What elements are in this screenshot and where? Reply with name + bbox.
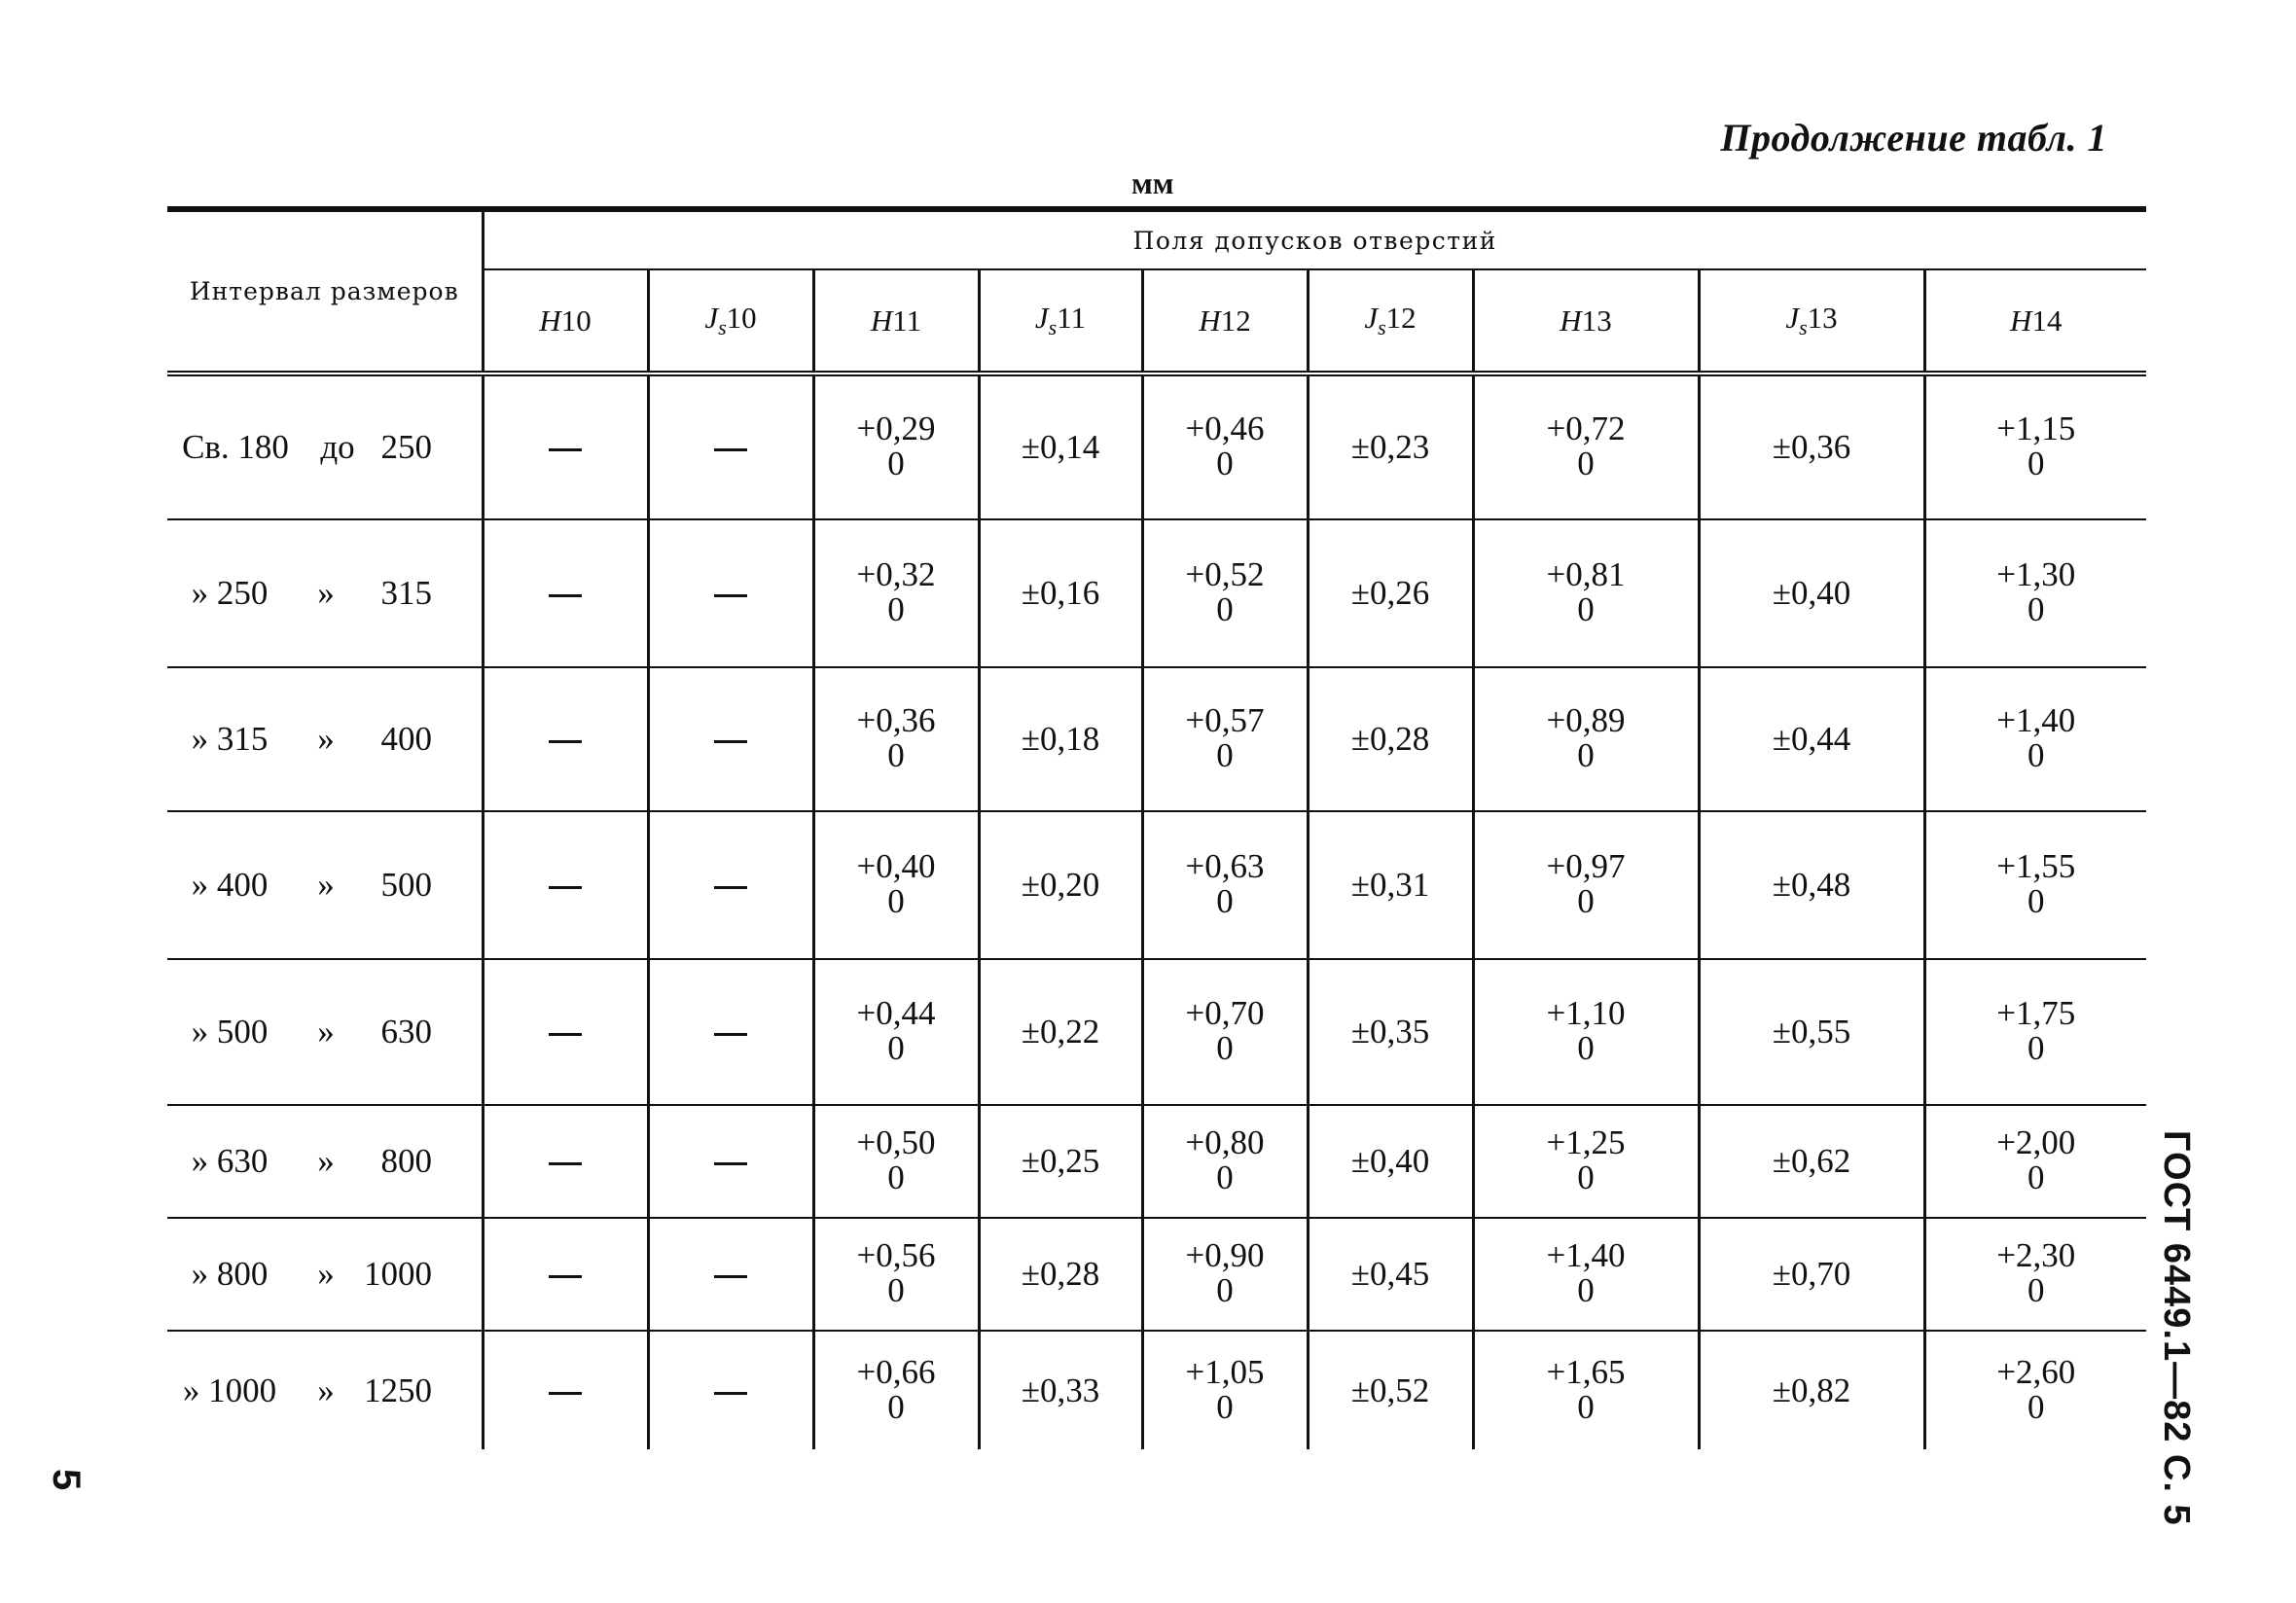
interval-to-word: » bbox=[317, 1013, 335, 1051]
js12-value: ±0,23 bbox=[1350, 428, 1430, 466]
field-number: 12 bbox=[1220, 303, 1251, 338]
h13-upper: +1,25 bbox=[1546, 1123, 1626, 1161]
h13-cell bbox=[1473, 667, 1699, 811]
h12-upper: +1,05 bbox=[1185, 1352, 1265, 1391]
standard-reference: ГОСТ 6449.1—82 С. 5 bbox=[2156, 1130, 2197, 1526]
table-row bbox=[167, 1218, 2146, 1331]
h11-deviation bbox=[857, 703, 936, 773]
h11-upper: +0,44 bbox=[856, 994, 936, 1032]
field-letter: H bbox=[1199, 303, 1221, 338]
h14-deviation bbox=[1996, 1352, 2076, 1426]
field-letter: J bbox=[1034, 300, 1049, 335]
h14-upper: +1,15 bbox=[1996, 410, 2076, 447]
field-header-js12 bbox=[1308, 269, 1473, 374]
interval-range bbox=[167, 1255, 432, 1294]
tolerance-table bbox=[167, 206, 2146, 1449]
h12-deviation bbox=[1186, 703, 1265, 773]
h14-upper: +2,60 bbox=[1996, 1352, 2076, 1391]
h12-lower: 0 bbox=[1216, 590, 1234, 628]
h12-deviation bbox=[1186, 1125, 1265, 1195]
field-subscript: s bbox=[718, 315, 727, 340]
h13-deviation bbox=[1547, 411, 1626, 481]
dash-mark bbox=[714, 1033, 747, 1036]
js12-cell bbox=[1308, 1218, 1473, 1331]
h11-upper: +0,40 bbox=[856, 847, 936, 885]
field-number: 13 bbox=[1807, 300, 1838, 335]
js10-cell bbox=[648, 1331, 813, 1449]
h13-lower: 0 bbox=[1577, 736, 1595, 774]
h13-cell bbox=[1473, 1218, 1699, 1331]
h13-deviation bbox=[1547, 703, 1626, 773]
interval-to-word: » bbox=[317, 1371, 335, 1409]
field-header-js10 bbox=[648, 269, 813, 374]
interval-range bbox=[167, 1371, 432, 1410]
js13-cell bbox=[1699, 959, 1924, 1105]
h12-lower: 0 bbox=[1216, 1029, 1234, 1067]
h10-cell bbox=[483, 374, 648, 519]
h10-cell bbox=[483, 811, 648, 959]
h11-cell bbox=[813, 811, 979, 959]
h12-cell bbox=[1142, 1105, 1308, 1218]
interval-range bbox=[167, 428, 432, 467]
interval-cell bbox=[167, 1331, 483, 1449]
field-subscript: s bbox=[1048, 315, 1058, 340]
js11-cell bbox=[979, 811, 1142, 959]
h12-upper: +0,52 bbox=[1185, 555, 1265, 593]
js12-cell bbox=[1308, 811, 1473, 959]
js12-value: ±0,26 bbox=[1350, 574, 1430, 612]
h10-cell bbox=[483, 959, 648, 1105]
h14-cell bbox=[1924, 374, 2146, 519]
h11-upper: +0,66 bbox=[856, 1352, 936, 1391]
h11-lower: 0 bbox=[887, 736, 905, 774]
h13-lower: 0 bbox=[1577, 1158, 1595, 1196]
interval-range bbox=[167, 574, 432, 613]
js11-value: ±0,16 bbox=[1021, 574, 1100, 612]
h10-cell bbox=[483, 519, 648, 667]
h12-deviation bbox=[1186, 996, 1265, 1066]
js11-cell bbox=[979, 667, 1142, 811]
h14-cell bbox=[1924, 1331, 2146, 1449]
h11-lower: 0 bbox=[887, 1271, 905, 1309]
dash-mark bbox=[549, 1392, 582, 1395]
h14-cell bbox=[1924, 959, 2146, 1105]
js11-cell bbox=[979, 959, 1142, 1105]
h13-deviation bbox=[1546, 1352, 1626, 1426]
js13-cell bbox=[1699, 667, 1924, 811]
h14-deviation bbox=[1996, 411, 2075, 481]
h14-upper: +1,55 bbox=[1996, 847, 2076, 885]
h14-lower: 0 bbox=[2027, 1387, 2045, 1426]
h12-cell bbox=[1142, 1218, 1308, 1331]
h14-deviation bbox=[1996, 1238, 2075, 1308]
h14-cell bbox=[1924, 1218, 2146, 1331]
h13-cell bbox=[1473, 374, 1699, 519]
js11-cell bbox=[979, 1331, 1142, 1449]
js13-value: ±0,44 bbox=[1772, 720, 1851, 758]
interval-range bbox=[167, 720, 432, 759]
h12-upper: +0,80 bbox=[1185, 1123, 1265, 1161]
units-label: мм bbox=[1131, 165, 1174, 200]
field-letter: J bbox=[1364, 300, 1379, 335]
field-number: 10 bbox=[726, 300, 757, 335]
js12-value: ±0,31 bbox=[1350, 866, 1430, 904]
h13-deviation bbox=[1547, 557, 1626, 627]
js13-cell bbox=[1699, 1105, 1924, 1218]
h14-upper: +1,40 bbox=[1996, 701, 2076, 739]
h11-deviation bbox=[856, 1352, 936, 1426]
h11-lower: 0 bbox=[887, 590, 905, 628]
interval-from: Св. 180 bbox=[182, 428, 289, 466]
h13-lower: 0 bbox=[1577, 882, 1595, 920]
js13-value: ±0,70 bbox=[1772, 1255, 1851, 1293]
js12-cell bbox=[1308, 1105, 1473, 1218]
js12-value: ±0,45 bbox=[1350, 1255, 1430, 1293]
js11-value: ±0,33 bbox=[1021, 1371, 1100, 1409]
h13-deviation bbox=[1547, 1125, 1626, 1195]
dash-mark bbox=[714, 448, 747, 451]
interval-cell bbox=[167, 374, 483, 519]
js10-cell bbox=[648, 1218, 813, 1331]
interval-from: » 500 bbox=[191, 1013, 269, 1051]
interval-to-word: » bbox=[317, 866, 335, 904]
js13-cell bbox=[1699, 519, 1924, 667]
interval-column-header: Интервал размеров bbox=[167, 209, 483, 374]
table-row bbox=[167, 1331, 2146, 1449]
field-number: 11 bbox=[1057, 300, 1087, 335]
h13-cell bbox=[1473, 959, 1699, 1105]
js12-value: ±0,40 bbox=[1350, 1142, 1430, 1180]
h11-deviation bbox=[857, 557, 936, 627]
interval-cell bbox=[167, 667, 483, 811]
h13-cell bbox=[1473, 811, 1699, 959]
field-number: 10 bbox=[560, 303, 592, 338]
js12-value: ±0,28 bbox=[1350, 720, 1430, 758]
h14-lower: 0 bbox=[2027, 1271, 2045, 1309]
interval-to: 630 bbox=[380, 1013, 432, 1051]
h14-deviation bbox=[1996, 557, 2075, 627]
interval-to: 500 bbox=[380, 866, 432, 904]
h11-cell bbox=[813, 1105, 979, 1218]
h14-lower: 0 bbox=[2027, 445, 2045, 482]
interval-to-word: » bbox=[317, 1142, 335, 1180]
dash-mark bbox=[714, 594, 747, 597]
h14-lower: 0 bbox=[2027, 1029, 2045, 1067]
js10-cell bbox=[648, 667, 813, 811]
h13-cell bbox=[1473, 519, 1699, 667]
h10-cell bbox=[483, 1105, 648, 1218]
h12-cell bbox=[1142, 959, 1308, 1105]
h11-deviation bbox=[857, 849, 936, 919]
h11-lower: 0 bbox=[887, 882, 905, 920]
js11-value: ±0,20 bbox=[1021, 866, 1100, 904]
js12-cell bbox=[1308, 374, 1473, 519]
interval-to-word: » bbox=[317, 720, 335, 758]
h12-deviation bbox=[1185, 1352, 1265, 1426]
h14-cell bbox=[1924, 1105, 2146, 1218]
js11-cell bbox=[979, 519, 1142, 667]
interval-range bbox=[167, 1142, 432, 1181]
interval-to-word: » bbox=[317, 1255, 335, 1293]
h13-lower: 0 bbox=[1577, 590, 1595, 628]
js12-cell bbox=[1308, 519, 1473, 667]
js12-value: ±0,52 bbox=[1350, 1371, 1430, 1409]
interval-from: » 800 bbox=[191, 1255, 269, 1293]
js10-cell bbox=[648, 959, 813, 1105]
interval-from: » 1000 bbox=[182, 1371, 277, 1409]
js11-value: ±0,28 bbox=[1021, 1255, 1100, 1293]
h12-cell bbox=[1142, 667, 1308, 811]
h11-deviation bbox=[857, 1125, 936, 1195]
interval-to: 250 bbox=[380, 428, 432, 466]
h11-upper: +0,32 bbox=[856, 555, 936, 593]
interval-to-word: » bbox=[317, 574, 335, 612]
dash-mark bbox=[549, 448, 582, 451]
js12-cell bbox=[1308, 959, 1473, 1105]
h14-upper: +1,75 bbox=[1996, 994, 2076, 1032]
dash-mark bbox=[549, 1033, 582, 1036]
h14-deviation bbox=[1996, 1125, 2075, 1195]
js11-value: ±0,18 bbox=[1021, 720, 1100, 758]
field-header-h13 bbox=[1473, 269, 1699, 374]
h12-deviation bbox=[1186, 1238, 1265, 1308]
field-number: 13 bbox=[1581, 303, 1612, 338]
h13-upper: +1,10 bbox=[1546, 994, 1626, 1032]
h10-cell bbox=[483, 1331, 648, 1449]
field-letter: J bbox=[704, 300, 719, 335]
h11-cell bbox=[813, 374, 979, 519]
interval-to: 400 bbox=[380, 720, 432, 758]
dash-mark bbox=[549, 740, 582, 743]
h13-upper: +0,97 bbox=[1546, 847, 1626, 885]
h11-deviation bbox=[857, 1238, 936, 1308]
js13-value: ±0,82 bbox=[1772, 1371, 1851, 1409]
h13-lower: 0 bbox=[1577, 1271, 1595, 1309]
h12-cell bbox=[1142, 374, 1308, 519]
js13-value: ±0,62 bbox=[1772, 1142, 1851, 1180]
js11-value: ±0,14 bbox=[1021, 428, 1100, 466]
interval-from: » 315 bbox=[191, 720, 269, 758]
h11-cell bbox=[813, 667, 979, 811]
h12-lower: 0 bbox=[1216, 736, 1234, 774]
js13-cell bbox=[1699, 1331, 1924, 1449]
h11-lower: 0 bbox=[887, 1387, 905, 1426]
h14-cell bbox=[1924, 811, 2146, 959]
js12-cell bbox=[1308, 667, 1473, 811]
interval-to-word: до bbox=[320, 428, 355, 466]
h14-upper: +2,30 bbox=[1996, 1236, 2076, 1274]
h13-deviation bbox=[1547, 849, 1626, 919]
interval-cell bbox=[167, 519, 483, 667]
h14-cell bbox=[1924, 519, 2146, 667]
h12-deviation bbox=[1186, 557, 1265, 627]
dash-mark bbox=[714, 740, 747, 743]
h14-upper: +1,30 bbox=[1996, 555, 2076, 593]
js12-cell bbox=[1308, 1331, 1473, 1449]
h13-deviation bbox=[1547, 1238, 1626, 1308]
field-letter: H bbox=[539, 303, 561, 338]
h13-deviation bbox=[1547, 996, 1626, 1066]
tolerance-fields-header: Поля допусков отверстий bbox=[483, 209, 2146, 269]
table-row bbox=[167, 959, 2146, 1105]
js13-value: ±0,36 bbox=[1772, 428, 1851, 466]
interval-range bbox=[167, 866, 432, 905]
h12-cell bbox=[1142, 1331, 1308, 1449]
field-subscript: s bbox=[1799, 315, 1808, 340]
h12-lower: 0 bbox=[1216, 1271, 1234, 1309]
h10-cell bbox=[483, 1218, 648, 1331]
table-continuation-caption: Продолжение табл. 1 bbox=[1720, 116, 2107, 160]
h11-lower: 0 bbox=[887, 1029, 905, 1067]
dash-mark bbox=[549, 886, 582, 889]
js10-cell bbox=[648, 811, 813, 959]
h14-upper: +2,00 bbox=[1996, 1123, 2076, 1161]
h12-deviation bbox=[1186, 411, 1265, 481]
h11-upper: +0,36 bbox=[856, 701, 936, 739]
field-header-h12 bbox=[1142, 269, 1308, 374]
js13-cell bbox=[1699, 811, 1924, 959]
h11-lower: 0 bbox=[887, 1158, 905, 1196]
field-header-js13 bbox=[1699, 269, 1924, 374]
field-letter: H bbox=[870, 303, 893, 338]
dash-mark bbox=[714, 1275, 747, 1278]
field-header-h11 bbox=[813, 269, 979, 374]
h12-upper: +0,90 bbox=[1185, 1236, 1265, 1274]
js11-cell bbox=[979, 1218, 1142, 1331]
field-number: 14 bbox=[2031, 303, 2063, 338]
table-row bbox=[167, 519, 2146, 667]
js11-cell bbox=[979, 374, 1142, 519]
js13-value: ±0,48 bbox=[1772, 866, 1851, 904]
h10-cell bbox=[483, 667, 648, 811]
interval-cell bbox=[167, 1218, 483, 1331]
field-header-h14 bbox=[1924, 269, 2146, 374]
h12-cell bbox=[1142, 519, 1308, 667]
interval-from: » 250 bbox=[191, 574, 269, 612]
h13-upper: +0,72 bbox=[1546, 410, 1626, 447]
h13-cell bbox=[1473, 1105, 1699, 1218]
js13-cell bbox=[1699, 1218, 1924, 1331]
js10-cell bbox=[648, 1105, 813, 1218]
js10-cell bbox=[648, 519, 813, 667]
field-header-h10 bbox=[483, 269, 648, 374]
interval-to: 1000 bbox=[364, 1255, 432, 1293]
h12-upper: +0,63 bbox=[1185, 847, 1265, 885]
interval-from: » 630 bbox=[191, 1142, 269, 1180]
h11-cell bbox=[813, 1331, 979, 1449]
table-row bbox=[167, 1105, 2146, 1218]
interval-from: » 400 bbox=[191, 866, 269, 904]
h11-upper: +0,29 bbox=[856, 410, 936, 447]
dash-mark bbox=[549, 1162, 582, 1165]
h13-lower: 0 bbox=[1577, 1387, 1595, 1426]
h14-lower: 0 bbox=[2027, 1158, 2045, 1196]
h12-upper: +0,70 bbox=[1185, 994, 1265, 1032]
interval-to: 315 bbox=[380, 574, 432, 612]
js13-cell bbox=[1699, 374, 1924, 519]
h11-deviation bbox=[857, 411, 936, 481]
h14-deviation bbox=[1996, 703, 2075, 773]
h13-upper: +0,89 bbox=[1546, 701, 1626, 739]
field-header-js11 bbox=[979, 269, 1142, 374]
h11-upper: +0,56 bbox=[856, 1236, 936, 1274]
js11-value: ±0,22 bbox=[1021, 1013, 1100, 1051]
interval-cell bbox=[167, 811, 483, 959]
interval-cell bbox=[167, 1105, 483, 1218]
js13-value: ±0,55 bbox=[1772, 1013, 1851, 1051]
js11-cell bbox=[979, 1105, 1142, 1218]
dash-mark bbox=[549, 594, 582, 597]
h13-upper: +0,81 bbox=[1546, 555, 1626, 593]
field-number: 11 bbox=[892, 303, 922, 338]
h14-lower: 0 bbox=[2027, 590, 2045, 628]
h12-lower: 0 bbox=[1216, 1158, 1234, 1196]
h13-upper: +1,65 bbox=[1546, 1352, 1626, 1391]
table-row bbox=[167, 667, 2146, 811]
h14-cell bbox=[1924, 667, 2146, 811]
field-letter: J bbox=[1785, 300, 1800, 335]
h14-deviation bbox=[1996, 996, 2075, 1066]
h12-lower: 0 bbox=[1216, 1387, 1234, 1426]
h12-upper: +0,46 bbox=[1185, 410, 1265, 447]
h11-lower: 0 bbox=[887, 445, 905, 482]
h11-deviation bbox=[857, 996, 936, 1066]
js13-value: ±0,40 bbox=[1772, 574, 1851, 612]
h12-lower: 0 bbox=[1216, 882, 1234, 920]
dash-mark bbox=[714, 1392, 747, 1395]
interval-to: 1250 bbox=[364, 1371, 432, 1409]
js11-value: ±0,25 bbox=[1021, 1142, 1100, 1180]
h14-lower: 0 bbox=[2027, 882, 2045, 920]
h11-cell bbox=[813, 519, 979, 667]
h11-cell bbox=[813, 1218, 979, 1331]
dash-mark bbox=[714, 886, 747, 889]
h13-cell bbox=[1473, 1331, 1699, 1449]
h14-deviation bbox=[1996, 849, 2075, 919]
table-row bbox=[167, 811, 2146, 959]
interval-cell bbox=[167, 959, 483, 1105]
dash-mark bbox=[714, 1162, 747, 1165]
page-number: 5 bbox=[45, 1469, 88, 1491]
h12-upper: +0,57 bbox=[1185, 701, 1265, 739]
field-number: 12 bbox=[1385, 300, 1417, 335]
h14-lower: 0 bbox=[2027, 736, 2045, 774]
h13-lower: 0 bbox=[1577, 1029, 1595, 1067]
h13-upper: +1,40 bbox=[1546, 1236, 1626, 1274]
js10-cell bbox=[648, 374, 813, 519]
h12-lower: 0 bbox=[1216, 445, 1234, 482]
h12-cell bbox=[1142, 811, 1308, 959]
h12-deviation bbox=[1186, 849, 1265, 919]
h11-upper: +0,50 bbox=[856, 1123, 936, 1161]
table-row bbox=[167, 374, 2146, 519]
interval-range bbox=[167, 1013, 432, 1051]
interval-to: 800 bbox=[380, 1142, 432, 1180]
dash-mark bbox=[549, 1275, 582, 1278]
js12-value: ±0,35 bbox=[1350, 1013, 1430, 1051]
field-subscript: s bbox=[1378, 315, 1386, 340]
field-letter: H bbox=[2010, 303, 2032, 338]
h13-lower: 0 bbox=[1577, 445, 1595, 482]
field-letter: H bbox=[1560, 303, 1582, 338]
h11-cell bbox=[813, 959, 979, 1105]
